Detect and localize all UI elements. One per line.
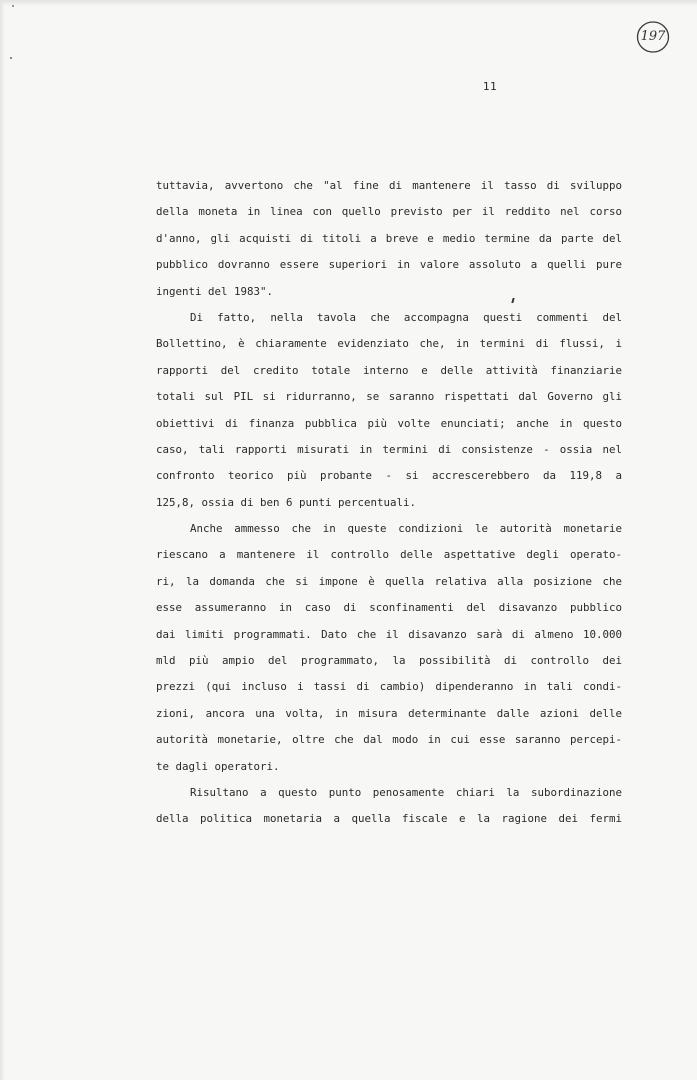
paragraph-first-line: Di fatto, nella tavola che accompagna questi commenti del: [190, 310, 622, 324]
text-line: dai limiti programmati. Dato che il disavanzo sarà di almeno 10.000: [156, 627, 622, 641]
text-line: della moneta in linea con quello previsto per il reddito nel corso: [156, 205, 622, 219]
page-number: 11: [482, 80, 498, 93]
text-line: della politica monetaria a quella fiscale e la ragione dei fermi: [156, 812, 622, 826]
text-line: rapporti del credito totale interno e delle attività finanziarie: [156, 363, 622, 377]
paragraph-first-line: Anche ammesso che in queste condizioni le autorità monetarie: [190, 522, 622, 536]
stamp-number-wrapper: [636, 20, 670, 54]
text-line: autorità monetarie, oltre che dal modo in cui esse saranno percepi-: [156, 733, 622, 747]
text-line: te dagli operatori.: [156, 759, 280, 773]
scan-speck: [10, 57, 12, 59]
scan-speck: [12, 5, 14, 7]
text-line: totali sul PIL si ridurranno, se saranno rispettati dal Governo gli: [156, 390, 622, 404]
text-line: Bollettino, è chiaramente evidenziato che, in termini di flussi, i: [156, 337, 622, 351]
text-line: ingenti del 1983".: [156, 284, 274, 298]
text-line: obiettivi di finanza pubblica più volte enunciati; anche in questo: [156, 416, 622, 430]
stamp-number: 197: [640, 29, 666, 44]
text-line: prezzi (qui incluso i tassi di cambio) dipenderanno in tali condi-: [156, 680, 622, 694]
text-line: confronto teorico più probante - si accrescerebbero da 119,8 a: [156, 469, 622, 483]
text-line: pubblico dovranno essere superiori in valore assoluto a quelli pure: [156, 258, 622, 272]
text-line: tuttavia, avvertono che "al fine di mantenere il tasso di sviluppo: [156, 179, 622, 192]
text-line: ri, la domanda che si impone è quella relativa alla posizione che: [156, 574, 622, 588]
text-line: riescano a mantenere il controllo delle aspettative degli operato-: [156, 548, 622, 562]
text-line: esse assumeranno in caso di sconfinamenti del disavanzo pubblico: [156, 601, 622, 615]
text-line: zioni, ancora una volta, in misura determinante dalle azioni delle: [156, 706, 622, 720]
text-line: d'anno, gli acquisti di titoli a breve e medio termine da parte del: [156, 231, 622, 245]
text-line: mld più ampio del programmato, la possibilità di controllo dei: [156, 654, 622, 668]
paragraph-first-line: Risultano a questo punto penosamente chiari la subordinazione: [190, 785, 622, 799]
document-body: [156, 176, 622, 836]
text-line: 125,8, ossia di ben 6 punti percentuali.: [156, 495, 417, 509]
scan-edge-left: [0, 0, 5, 1080]
text-line: caso, tali rapporti misurati in termini di consistenze - ossia nel: [156, 442, 622, 456]
scan-edge-top: [0, 0, 697, 6]
